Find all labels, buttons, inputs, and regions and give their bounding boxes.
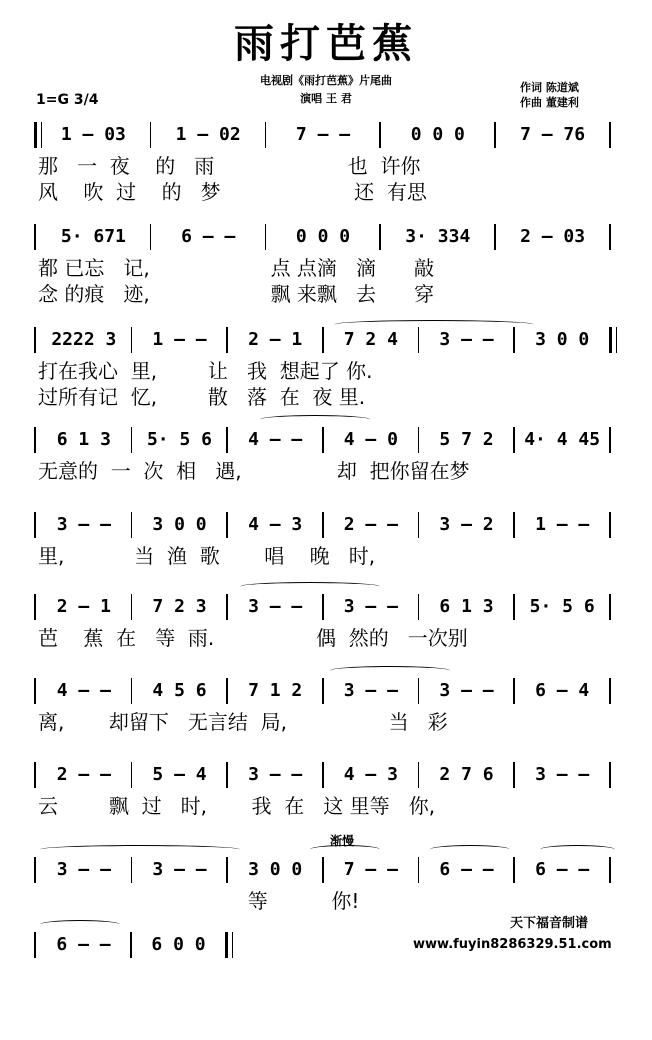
footer-label: 天下福音制谱 [510, 916, 589, 931]
barline [609, 512, 611, 538]
lyric-line: 风 吹 过 的 梦 还 有思 [38, 180, 427, 204]
measure: 2 – 1 [248, 328, 303, 350]
tie-slur [334, 320, 534, 329]
lyric-line: 念 的痕 迹, 飘 来飘 去 穿 [38, 282, 435, 306]
measure: 3 – – [248, 763, 303, 785]
barline [609, 857, 611, 883]
tie-slur [240, 582, 380, 591]
barline [34, 678, 36, 704]
barline [513, 594, 515, 620]
measure: 7 – – [295, 123, 351, 145]
measure: 4 – – [56, 679, 111, 701]
barline [265, 122, 267, 148]
barline [34, 932, 36, 958]
lyric-line: 离, 却留下 无言结 局, 当 彩 [38, 710, 448, 734]
measure: 4 – 0 [343, 428, 398, 450]
lyric-line: 芭 蕉 在 等 雨. 偶 然的 一次别 [38, 626, 468, 650]
barline [513, 427, 515, 453]
barline [226, 594, 228, 620]
song-title: 雨打芭蕉 [234, 21, 418, 67]
lyricist-credit: 作词 陈道斌 [520, 81, 579, 94]
lyric-line: 里, 当 渔 歌 唱 晚 时, [38, 544, 376, 568]
measure: 4 – 3 [343, 763, 398, 785]
measure: 0 0 0 [410, 123, 465, 145]
measure: 3 – 2 [439, 513, 494, 535]
tie-slur [310, 845, 380, 854]
measure: 2 – 1 [56, 595, 111, 617]
tie-slur [40, 845, 240, 854]
measure: 4· 4 45 [524, 428, 601, 450]
barline [130, 932, 132, 958]
measure: 2 – – [56, 763, 111, 785]
measure: 3 – – [56, 858, 111, 880]
measure: 6 1 3 [439, 595, 494, 617]
measure: 5· 5 6 [146, 428, 212, 450]
barline [322, 762, 324, 788]
measure: 7 – 76 [520, 123, 586, 145]
barline [131, 427, 133, 453]
measure: 3 – – [343, 679, 398, 701]
barline [379, 122, 381, 148]
tempo-mark: 渐慢 [330, 834, 355, 848]
measure: 5 7 2 [439, 428, 494, 450]
footer-url: www.fuyin8286329.51.com [413, 937, 612, 952]
barline [131, 327, 133, 353]
measure: 4 – 3 [248, 513, 303, 535]
lyric-line: 都 已忘 记, 点 点滴 滴 敲 [38, 256, 435, 280]
barline [513, 762, 515, 788]
barline [609, 427, 611, 453]
measure: 2 – 03 [520, 225, 586, 247]
measure: 4 5 6 [152, 679, 207, 701]
measure: 3 – – [439, 328, 494, 350]
score-system [0, 120, 652, 230]
barline [418, 678, 420, 704]
measure: 3 – – [439, 679, 494, 701]
barline [609, 678, 611, 704]
barline [226, 327, 228, 353]
barline [322, 512, 324, 538]
barline [34, 857, 36, 883]
barline [150, 122, 152, 148]
measure: 7 2 4 [343, 328, 398, 350]
barline [34, 762, 36, 788]
tie-slur [430, 845, 510, 854]
measure: 5 – 4 [152, 763, 207, 785]
barline [322, 857, 324, 883]
end-barline [609, 327, 617, 353]
lyric-line: 等 你! [38, 889, 360, 913]
barline [150, 224, 152, 250]
measure: 7 2 3 [152, 595, 207, 617]
barline [34, 594, 36, 620]
measure: 1 – – [535, 513, 590, 535]
measure: 2222 3 [51, 328, 117, 350]
measure: 4 – – [248, 428, 303, 450]
measure: 1 – 03 [60, 123, 126, 145]
score-system [0, 222, 652, 332]
barline [131, 512, 133, 538]
tie-slur [260, 415, 370, 424]
barline [418, 327, 420, 353]
barline [322, 594, 324, 620]
barline [322, 678, 324, 704]
measure: 6 – – [535, 858, 590, 880]
lyric-line: 无意的 一 次 相 遇, 却 把你留在梦 [38, 459, 470, 483]
barline [418, 762, 420, 788]
measure: 3 – – [343, 595, 398, 617]
barline [34, 512, 36, 538]
barline [513, 678, 515, 704]
barline [34, 327, 36, 353]
barline [609, 762, 611, 788]
measure: 6 0 0 [151, 933, 206, 955]
measure: 1 – – [152, 328, 207, 350]
credits-block [520, 80, 579, 110]
measure: 6 – – [56, 933, 111, 955]
measure: 3 0 0 [248, 858, 303, 880]
measure: 0 0 0 [295, 225, 351, 247]
measure: 7 – – [343, 858, 398, 880]
lyric-line: 云 飘 过 时, 我 在 这 里等 你, [38, 794, 436, 818]
measure: 6 1 3 [56, 428, 111, 450]
barline [131, 762, 133, 788]
measure: 3 0 0 [152, 513, 207, 535]
measure: 6 – – [439, 858, 494, 880]
measure: 5· 5 6 [529, 595, 595, 617]
measure: 6 – 4 [535, 679, 590, 701]
barline [226, 512, 228, 538]
barline [609, 122, 611, 148]
measure: 3 0 0 [535, 328, 590, 350]
measure: 1 – 02 [175, 123, 241, 145]
barline [34, 224, 36, 250]
barline [418, 512, 420, 538]
measure: 5· 671 [60, 225, 126, 247]
barline [322, 327, 324, 353]
barline [513, 857, 515, 883]
end-barline [225, 932, 233, 958]
lyric-line: 过所有记 忆, 散 落 在 夜 里. [38, 385, 366, 409]
barline [226, 678, 228, 704]
tie-slur [540, 845, 615, 854]
tie-slur [330, 666, 450, 675]
barline [418, 427, 420, 453]
barline [609, 224, 611, 250]
barline [494, 122, 496, 148]
barline [131, 857, 133, 883]
composer-credit: 作曲 董建利 [520, 96, 579, 109]
barline [418, 594, 420, 620]
barline [322, 427, 324, 453]
barline [494, 224, 496, 250]
measure: 3· 334 [405, 225, 471, 247]
lyric-line: 打在我心 里, 让 我 想起了 你. [38, 359, 373, 383]
barline [34, 427, 36, 453]
barline [131, 594, 133, 620]
singer-credit: 演唱 王 君 [300, 92, 352, 105]
measure: 6 – – [181, 225, 236, 247]
measure: 3 – – [152, 858, 207, 880]
measure: 2 – – [343, 513, 398, 535]
barline [513, 512, 515, 538]
barline [131, 678, 133, 704]
barline [513, 327, 515, 353]
measure: 3 – – [56, 513, 111, 535]
barline [379, 224, 381, 250]
measure: 2 7 6 [439, 763, 494, 785]
key-signature: 1=G 3/4 [36, 92, 99, 108]
measure: 7 1 2 [248, 679, 303, 701]
barline [609, 594, 611, 620]
barline [418, 857, 420, 883]
barline [265, 224, 267, 250]
measure: 3 – – [248, 595, 303, 617]
song-subtitle: 电视剧《雨打芭蕉》片尾曲 [260, 74, 392, 87]
measure: 3 – – [535, 763, 590, 785]
lyric-line: 那 一 夜 的 雨 也 许你 [38, 154, 421, 178]
barline [226, 857, 228, 883]
barline [226, 762, 228, 788]
tie-slur [40, 920, 120, 929]
barline [226, 427, 228, 453]
